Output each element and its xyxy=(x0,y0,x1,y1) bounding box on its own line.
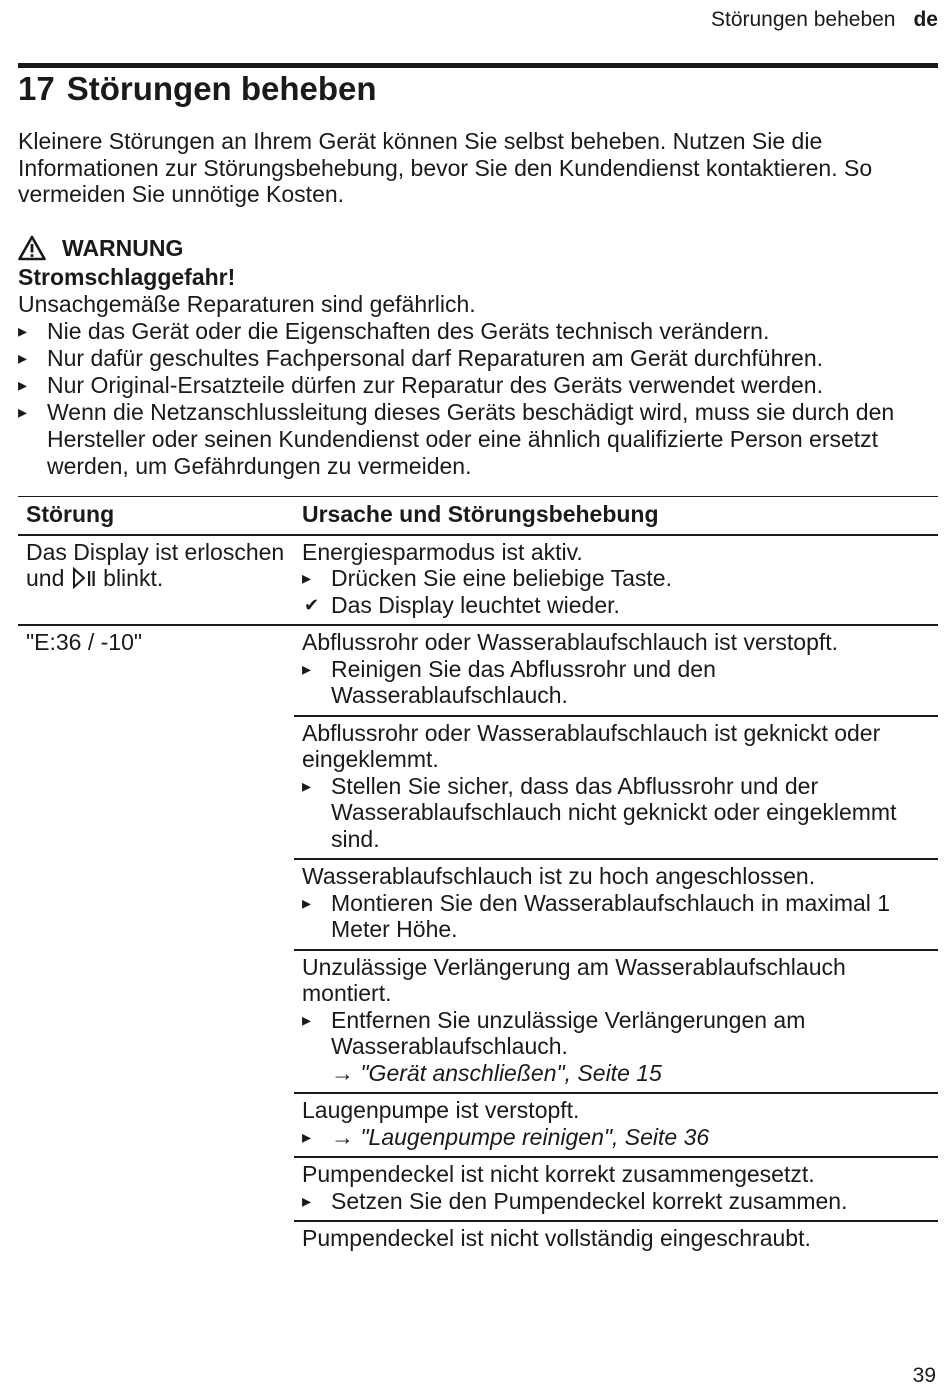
fault-text-end: blinkt. xyxy=(103,565,164,591)
cause-cell xyxy=(294,1221,938,1258)
fault-text: Das Display ist erloschen und xyxy=(26,538,285,591)
intro-paragraph: Kleinere Störungen an Ihrem Gerät können Sie selbst beheben. Nutzen Sie die Informationen zur Störungsbehebung, bevor Sie den Kundendienst kontaktieren. So vermeiden Sie unnötige Kosten. xyxy=(18,128,873,207)
cause-cell xyxy=(294,950,938,1094)
arrow-right-icon: → xyxy=(331,1059,354,1086)
cause-cell xyxy=(294,1157,938,1221)
warning-text: Unsachgemäße Reparaturen sind gefährlich. xyxy=(18,291,476,317)
warning-header xyxy=(18,232,938,264)
cause-text: Energiesparmodus ist aktiv. xyxy=(302,538,583,565)
remedy-step: ▸ Reinigen Sie das Abflussrohr und den Wasserablaufschlauch. xyxy=(302,656,930,709)
arrow-right-icon: → xyxy=(331,1123,354,1150)
chapter-number: 17 xyxy=(18,70,55,107)
cause-text: Pumpendeckel ist nicht korrekt zusammengesetzt. xyxy=(302,1161,815,1187)
remedy-step-text: Entfernen Sie unzulässige Verlängerungen am Wasserablaufschlauch. xyxy=(331,1006,806,1059)
cause-cell xyxy=(294,625,938,716)
troubleshooting-table xyxy=(18,496,938,1258)
running-header-lang: de xyxy=(913,8,938,31)
cross-reference-text: "Laugenpumpe reinigen", Seite 36 xyxy=(360,1123,710,1150)
header-fault: Störung xyxy=(18,497,294,535)
table-header-row xyxy=(18,497,938,535)
running-header xyxy=(711,8,938,32)
cross-reference-link[interactable] xyxy=(331,1060,662,1086)
warning-bullet: ▸ Nur dafür geschultes Fachpersonal darf Reparaturen am Gerät durchführen. xyxy=(18,345,938,372)
warning-box xyxy=(18,232,938,480)
warning-label: WARNUNG xyxy=(62,234,184,261)
cause-cell xyxy=(294,716,938,860)
cause-text: Abflussrohr oder Wasserablaufschlauch ist verstopft. xyxy=(302,629,839,655)
cause-cell xyxy=(294,535,938,626)
header-rule xyxy=(18,63,938,68)
remedy-step: ▸ Drücken Sie eine beliebige Taste. xyxy=(302,565,930,592)
cross-reference-link[interactable] xyxy=(331,1124,709,1150)
warning-title: Stromschlaggefahr! xyxy=(18,264,236,290)
cause-text: Wasserablaufschlauch ist zu hoch angeschlossen. xyxy=(302,863,816,889)
fault-cell xyxy=(18,535,294,626)
cause-text: Pumpendeckel ist nicht vollständig eingeschraubt. xyxy=(302,1225,811,1251)
remedy-step: ▸ Setzen Sie den Pumpendeckel korrekt zusammen. xyxy=(302,1188,930,1215)
chapter-heading xyxy=(18,70,377,108)
cause-cell xyxy=(294,1093,938,1157)
cross-reference-text: "Gerät anschließen", Seite 15 xyxy=(360,1059,662,1086)
remedy-step xyxy=(302,1124,930,1151)
cause-text: Abflussrohr oder Wasserablaufschlauch ist geknickt oder eingeklemmt. xyxy=(302,719,881,772)
running-header-section: Störungen beheben xyxy=(710,8,896,31)
remedy-step xyxy=(302,1007,930,1087)
fault-cell: "E:36 / -10" xyxy=(18,625,294,1258)
remedy-step: ▸ Montieren Sie den Wasserablaufschlauch in maximal 1 Meter Höhe. xyxy=(302,890,930,943)
cause-text: Laugenpumpe ist verstopft. xyxy=(302,1097,580,1123)
play-pause-icon xyxy=(71,567,97,589)
cause-cell xyxy=(294,859,938,950)
table-row xyxy=(18,535,938,626)
table-row xyxy=(18,625,938,716)
warning-bullet: ▸ Wenn die Netzanschlussleitung dieses Geräts beschädigt wird, muss sie durch den Hersteller oder seinen Kundendienst oder eine ähnlich qualifizierte Person ersetzt werden, um Gefährdungen zu vermeiden. xyxy=(18,399,938,480)
cause-text: Unzulässige Verlängerung am Wasserablaufschlauch montiert. xyxy=(302,953,846,1006)
page-number: 39 xyxy=(912,1364,936,1387)
warning-triangle-icon xyxy=(18,235,46,261)
warning-bullet-list xyxy=(18,318,938,480)
header-cause: Ursache und Störungsbehebung xyxy=(294,497,938,535)
warning-bullet: ▸ Nur Original-Ersatzteile dürfen zur Reparatur des Geräts verwendet werden. xyxy=(18,372,938,399)
warning-bullet: ▸ Nie das Gerät oder die Eigenschaften des Geräts technisch verändern. xyxy=(18,318,938,345)
result-text: ✔ Das Display leuchtet wieder. xyxy=(302,592,930,619)
chapter-title: Störungen beheben xyxy=(66,70,377,107)
remedy-step: ▸ Stellen Sie sicher, dass das Abflussrohr und der Wasserablaufschlauch nicht geknickt oder eingeklemmt sind. xyxy=(302,773,930,853)
